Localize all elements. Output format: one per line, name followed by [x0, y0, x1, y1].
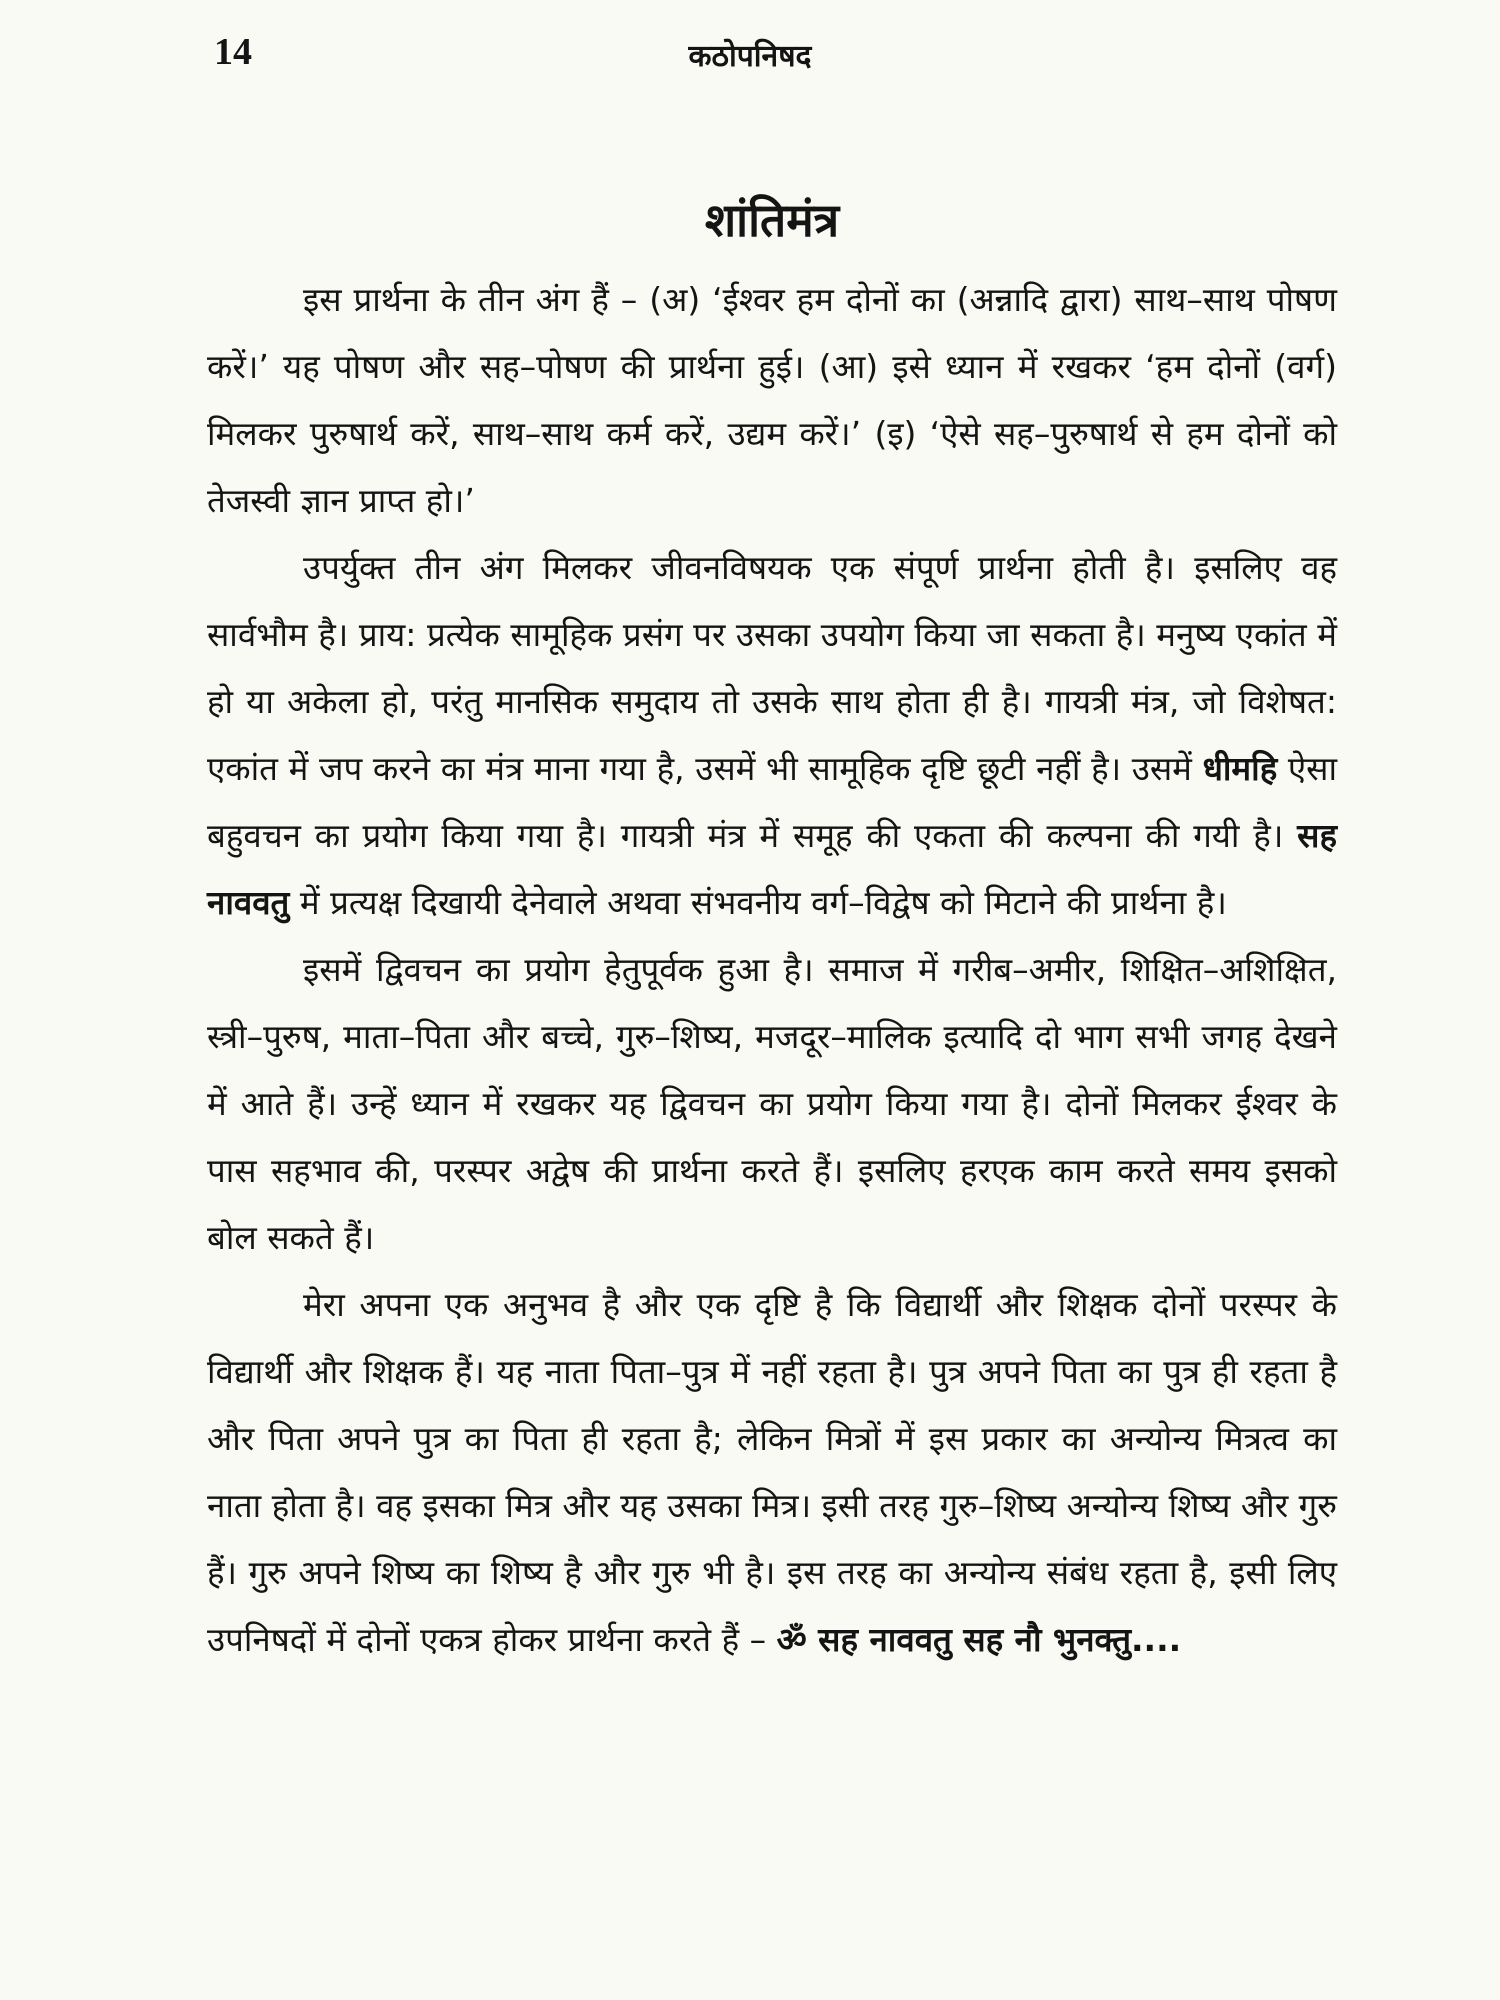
paragraph-text: में प्रत्यक्ष दिखायी देनेवाले अथवा संभवनीय वर्ग–विद्वेष को मिटाने की प्रार्थना है।: [289, 883, 1227, 922]
paragraph-text: उपर्युक्त तीन अंग मिलकर जीवनविषयक एक संपूर्ण प्रार्थना होती है। इसलिए वह सार्वभौम है। प्राय: प्रत्येक सामूहिक प्रसंग पर उसका उपयोग किया जा सकता है। मनुष्य एकांत में हो या अकेला हो, परंतु मानसिक समुदाय तो उसके साथ होता ही है। गायत्री मंत्र, जो विशेषत: एकांत में जप करने का मंत्र माना गया है, उसमें भी सामूहिक दृष्टि छूटी नहीं है। उसमें: [207, 548, 1337, 788]
bold-term-dhimahi: धीमहि: [1202, 749, 1278, 788]
paragraph-4: [207, 1271, 1337, 1673]
page-content: [207, 180, 1337, 1673]
page-header: [0, 28, 1500, 88]
paragraph-2: [207, 534, 1337, 936]
paragraph-text: इस प्रार्थना के तीन अंग हैं – (अ) ‘ईश्वर हम दोनों का (अन्नादि द्वारा) साथ–साथ पोषण करें।’ यह पोषण और सह–पोषण की प्रार्थना हुई। (आ) इसे ध्यान में रखकर ‘हम दोनों (वर्ग) मिलकर पुरुषार्थ करें, साथ–साथ कर्म करें, उद्यम करें।’ (इ) ‘ऐसे सह–पुरुषार्थ से हम दोनों को तेजस्वी ज्ञान प्राप्त हो।’: [207, 280, 1337, 520]
paragraph-text: इसमें द्विवचन का प्रयोग हेतुपूर्वक हुआ है। समाज में गरीब–अमीर, शिक्षित–अशिक्षित, स्त्री–पुरुष, माता–पिता और बच्चे, गुरु–शिष्य, मजदूर–मालिक इत्यादि दो भाग सभी जगह देखने में आते हैं। उन्हें ध्यान में रखकर यह द्विवचन का प्रयोग किया गया है। दोनों मिलकर ईश्वर के पास सहभाव की, परस्पर अद्वेष की प्रार्थना करते हैं। इसलिए हरएक काम करते समय इसको बोल सकते हैं।: [207, 950, 1337, 1257]
running-title: कठोपनिषद: [688, 39, 812, 74]
bold-mantra-quote: ॐ सह नाववतु सह नौ भुनक्तु....: [776, 1620, 1182, 1659]
paragraph-text: ऐसा बहुवचन का प्रयोग किया गया है। गायत्री मंत्र में समूह की एकता की कल्पना की गयी है।: [207, 749, 1337, 855]
paragraph-3: [207, 936, 1337, 1271]
section-title: शांतिमंत्र: [704, 193, 840, 247]
bold-term-saha-navavatu: सह नाववतु: [207, 816, 1337, 922]
paragraph-1: [207, 266, 1337, 534]
page-number: 14: [214, 31, 252, 73]
paragraph-text: मेरा अपना एक अनुभव है और एक दृष्टि है कि विद्यार्थी और शिक्षक दोनों परस्पर के विद्यार्थी और शिक्षक हैं। यह नाता पिता–पुत्र में नहीं रहता है। पुत्र अपने पिता का पुत्र ही रहता है और पिता अपने पुत्र का पिता ही रहता है; लेकिन मित्रों में इस प्रकार का अन्योन्य मित्रत्व का नाता होता है। वह इसका मित्र और यह उसका मित्र। इसी तरह गुरु–शिष्य अन्योन्य शिष्य और गुरु हैं। गुरु अपने शिष्य का शिष्य है और गुरु भी है। इस तरह का अन्योन्य संबंध रहता है, इसी लिए उपनिषदों में दोनों एकत्र होकर प्रार्थना करते हैं –: [207, 1285, 1337, 1659]
